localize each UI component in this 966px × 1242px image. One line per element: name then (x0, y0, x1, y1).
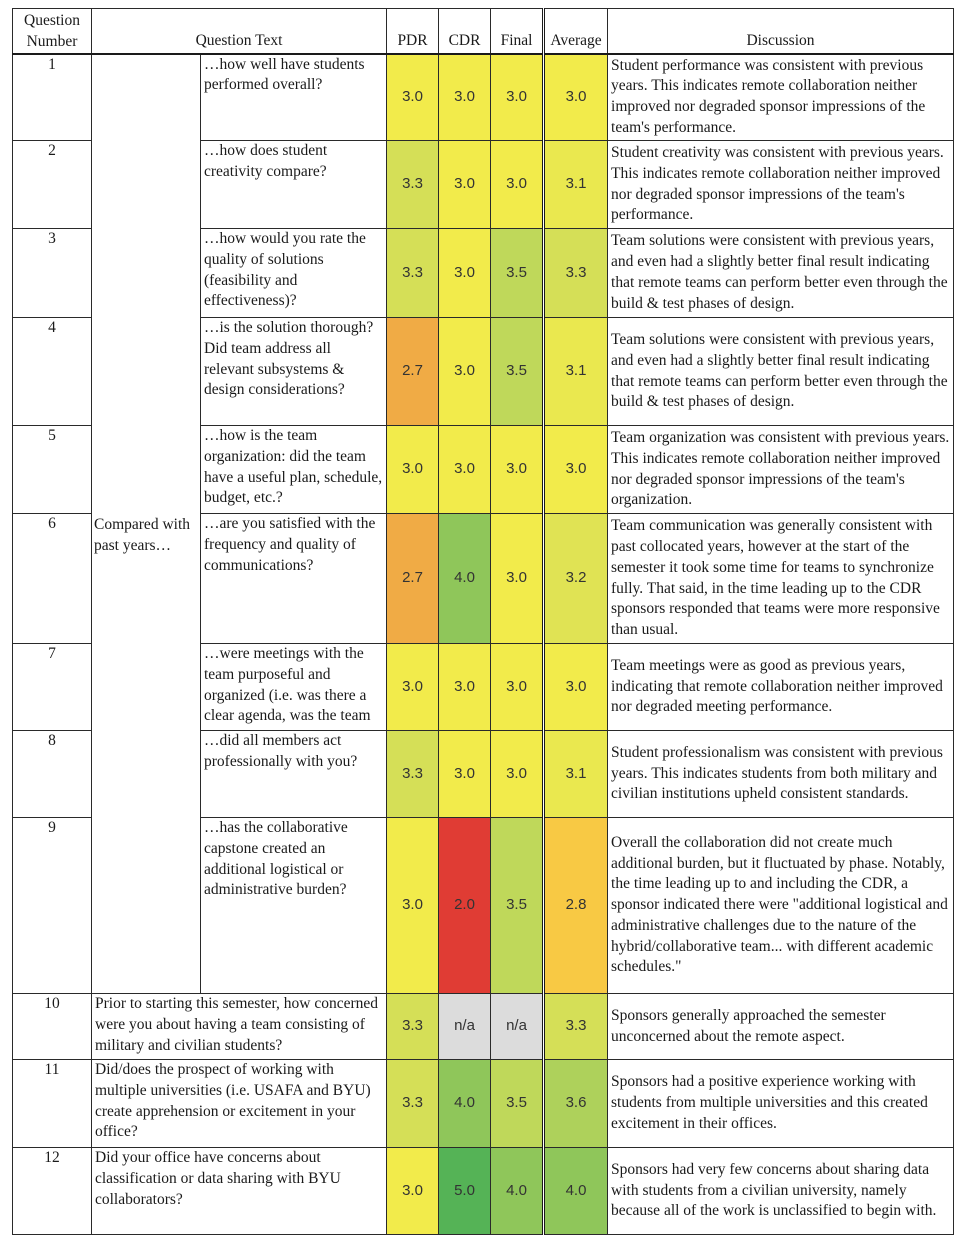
table-row (13, 1148, 954, 1235)
final-score-cell: 4.0 (491, 1148, 544, 1235)
final-score-cell: 3.0 (491, 54, 544, 141)
discussion-cell: Team organization was consistent with previous years. This indicates remote collaboration neither improved nor degraded sponsor impressions of the team's organization. (608, 426, 954, 514)
question-number-cell: 10 (13, 994, 92, 1060)
question-text-cell: …are you satisfied with the frequency and quality of communications? (201, 514, 387, 644)
discussion-cell: Sponsors had a positive experience working with students from multiple universities and this created excitement in their offices. (608, 1060, 954, 1148)
final-score-cell: 3.0 (491, 514, 544, 644)
final-score-cell: 3.5 (491, 229, 544, 318)
discussion-cell: Student performance was consistent with previous years. This indicates remote collaboration neither improved nor degraded sponsor impressions of the team's performance. (608, 54, 954, 141)
pdr-score-cell: 3.3 (387, 994, 439, 1060)
question-number-cell: 1 (13, 54, 92, 141)
pdr-score-cell: 3.3 (387, 731, 439, 818)
question-number-cell: 12 (13, 1148, 92, 1235)
question-text-cell: Did your office have concerns about classification or data sharing with BYU collaborators? (92, 1148, 387, 1235)
question-number-cell: 8 (13, 731, 92, 818)
question-text-cell: Did/does the prospect of working with multiple universities (i.e. USAFA and BYU) create apprehension or excitement in your office? (92, 1060, 387, 1148)
cdr-score-cell: 3.0 (439, 426, 491, 514)
discussion-cell: Student professionalism was consistent with previous years. This indicates students from both military and civilian institutions upheld consistent standards. (608, 731, 954, 818)
discussion-cell: Team solutions were consistent with previous years, and even had a slightly better final result indicating that remote teams can perform better even through the build & test phases of design. (608, 229, 954, 318)
header-question-text: Question Text (92, 9, 387, 54)
cdr-score-cell: 3.0 (439, 141, 491, 229)
question-number-cell: 4 (13, 318, 92, 426)
header-row (13, 9, 954, 54)
question-text-cell: …how would you rate the quality of solutions (feasibility and effectiveness)? (201, 229, 387, 318)
question-number-cell: 6 (13, 514, 92, 644)
question-number-cell: 9 (13, 818, 92, 994)
header-cdr: CDR (439, 9, 491, 54)
question-number-cell: 11 (13, 1060, 92, 1148)
final-score-cell: 3.5 (491, 318, 544, 426)
average-score-cell: 3.1 (544, 318, 608, 426)
average-score-cell: 3.3 (544, 994, 608, 1060)
cdr-score-cell: 4.0 (439, 514, 491, 644)
final-score-cell: 3.0 (491, 731, 544, 818)
question-text-cell: …did all members act professionally with you? (201, 731, 387, 818)
question-text-cell: …how is the team organization: did the team have a useful plan, schedule, budget, etc.? (201, 426, 387, 514)
pdr-score-cell: 3.0 (387, 1148, 439, 1235)
discussion-cell: Sponsors generally approached the semester unconcerned about the remote aspect. (608, 994, 954, 1060)
question-text-cell: …is the solution thorough? Did team address all relevant subsystems & design considerations? (201, 318, 387, 426)
header-final: Final (491, 9, 544, 54)
cdr-score-cell: 4.0 (439, 1060, 491, 1148)
cdr-score-cell: n/a (439, 994, 491, 1060)
question-text-cell: …were meetings with the team purposeful and organized (i.e. was there a clear agenda, was the team (201, 644, 387, 731)
table-row (13, 994, 954, 1060)
cdr-score-cell: 5.0 (439, 1148, 491, 1235)
average-score-cell: 4.0 (544, 1148, 608, 1235)
question-text-cell: …how well have students performed overall? (201, 54, 387, 141)
final-score-cell: n/a (491, 994, 544, 1060)
pdr-score-cell: 3.0 (387, 426, 439, 514)
pdr-score-cell: 3.0 (387, 644, 439, 731)
header-average: Average (544, 9, 608, 54)
question-number-cell: 2 (13, 141, 92, 229)
discussion-cell: Overall the collaboration did not create much additional burden, but it fluctuated by phase. Notably, the time leading up to and including the CDR, a sponsor indicated there were "additional logistical and administrative challenges due to the nature of the hybrid/collaborative team... with different academic schedules." (608, 818, 954, 994)
question-number-cell: 7 (13, 644, 92, 731)
final-score-cell: 3.0 (491, 644, 544, 731)
pdr-score-cell: 3.3 (387, 1060, 439, 1148)
pdr-score-cell: 3.0 (387, 54, 439, 141)
final-score-cell: 3.5 (491, 818, 544, 994)
header-pdr: PDR (387, 9, 439, 54)
question-text-cell: …has the collaborative capstone created an additional logistical or administrative burden? (201, 818, 387, 994)
average-score-cell: 3.0 (544, 54, 608, 141)
final-score-cell: 3.5 (491, 1060, 544, 1148)
final-score-cell: 3.0 (491, 141, 544, 229)
discussion-cell: Student creativity was consistent with previous years. This indicates remote collaboration neither improved nor degraded sponsor impressions of the team's performance. (608, 141, 954, 229)
discussion-cell: Team solutions were consistent with previous years, and even had a slightly better final result indicating that remote teams can perform better even through the build & test phases of design. (608, 318, 954, 426)
pdr-score-cell: 2.7 (387, 318, 439, 426)
discussion-cell: Team communication was generally consistent with past collocated years, however at the start of the semester it took some time for teams to synchronize fully. That said, in the time leading up to the CDR sponsors responded that teams were more responsive than usual. (608, 514, 954, 644)
question-text-cell: …how does student creativity compare? (201, 141, 387, 229)
average-score-cell: 3.0 (544, 644, 608, 731)
discussion-cell: Sponsors had very few concerns about sharing data with students from a civilian university, namely because all of the work is unclassified to begin with. (608, 1148, 954, 1235)
average-score-cell: 3.1 (544, 731, 608, 818)
cdr-score-cell: 3.0 (439, 54, 491, 141)
average-score-cell: 3.6 (544, 1060, 608, 1148)
average-score-cell: 3.0 (544, 426, 608, 514)
group-label-cell: Compared with past years… (92, 54, 201, 994)
average-score-cell: 3.2 (544, 514, 608, 644)
pdr-score-cell: 3.3 (387, 141, 439, 229)
pdr-score-cell: 2.7 (387, 514, 439, 644)
pdr-score-cell: 3.0 (387, 818, 439, 994)
average-score-cell: 3.3 (544, 229, 608, 318)
cdr-score-cell: 3.0 (439, 731, 491, 818)
average-score-cell: 3.1 (544, 141, 608, 229)
cdr-score-cell: 3.0 (439, 318, 491, 426)
question-number-cell: 3 (13, 229, 92, 318)
header-question-number-line2: Number (26, 32, 78, 50)
survey-results-table-container (12, 8, 953, 1235)
discussion-cell: Team meetings were as good as previous years, indicating that remote collaboration neither improved nor degraded meeting performance. (608, 644, 954, 731)
question-text-cell: Prior to starting this semester, how concerned were you about having a team consisting of military and civilian students? (92, 994, 387, 1060)
pdr-score-cell: 3.3 (387, 229, 439, 318)
header-discussion: Discussion (608, 9, 954, 54)
header-question-number (13, 9, 92, 54)
final-score-cell: 3.0 (491, 426, 544, 514)
table-row (13, 1060, 954, 1148)
question-number-cell: 5 (13, 426, 92, 514)
cdr-score-cell: 3.0 (439, 644, 491, 731)
survey-results-table (12, 8, 954, 1235)
cdr-score-cell: 2.0 (439, 818, 491, 994)
cdr-score-cell: 3.0 (439, 229, 491, 318)
table-row (13, 54, 954, 141)
average-score-cell: 2.8 (544, 818, 608, 994)
header-question-number-line1: Question (24, 11, 80, 29)
